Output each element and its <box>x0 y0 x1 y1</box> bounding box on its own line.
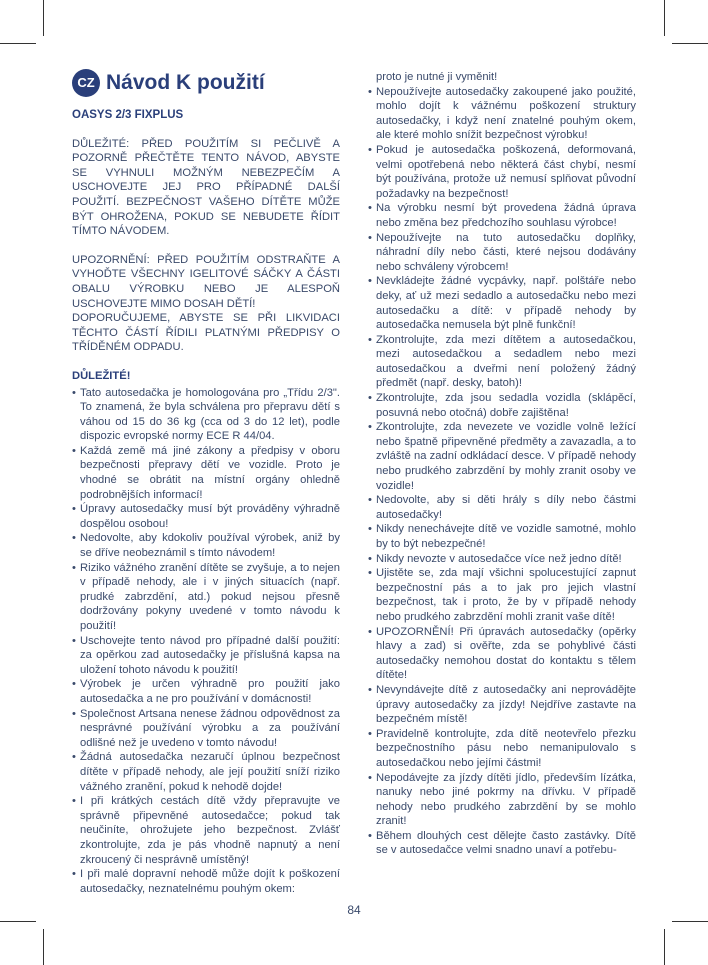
list-item: • Nikdy nevozte v autosedačce více než jedno dítě! <box>368 552 636 567</box>
list-item: • Nepoužívejte autosedačky zakoupené jako použité, mohlo dojít k vážnému poškození struktury autosedačky, i když není znatelné pouhým okem, ale které mohlo snížit bezpečnost výrobku! <box>368 85 636 143</box>
list-item: • Uschovejte tento návod pro případné další použití: za opěrkou zad autosedačky je příslušná kapsa na uložení tohoto návodu k použití! <box>72 634 340 678</box>
page-title: Návod K použití <box>106 70 265 94</box>
right-bullet-list <box>368 85 636 858</box>
list-item: • Pravidelně kontrolujte, zda dítě neotevřelo přezku bezpečnostního pásu nebo nemanipulovalo s autosedačkou nebo jejími částmi! <box>368 727 636 771</box>
crop-mark <box>43 929 44 965</box>
intro-block <box>72 137 340 355</box>
list-item: • Zkontrolujte, zda mezi dítětem a autosedačkou, mezi autosedačkou a sedadlem nebo mezi autosedačkou a dveřmi není položený žádný předmět (např. desky, batoh)! <box>368 333 636 391</box>
model-name: OASYS 2/3 FIXPLUS <box>72 109 184 121</box>
list-item: • Nepodávejte za jízdy dítěti jídlo, především lízátka, nanuky nebo jiné pokrmy na dřívku. V případě nehody nebo prudkého zabrzdění by se mohlo zranit! <box>368 771 636 829</box>
continued-text: proto je nutné ji vyměnit! <box>376 71 498 83</box>
list-item: • Ujistěte se, zda mají všichni spolucestující zapnut bezpečnostní pás a to jak pro jejich vlastní bezpečnost, tak i proto, že by v případě nehody nebo prudkého zabrzdění mohli zranit vaše dítě! <box>368 566 636 624</box>
list-item: • Nikdy nenechávejte dítě ve vozidle samotné, mohlo by to být nebezpečné! <box>368 522 636 551</box>
list-item: • Žádná autosedačka nezaručí úplnou bezpečnost dítěte v případě nehody, ale její použití sníží riziko vážného zranění, pokud k nehodě dojde! <box>72 750 340 794</box>
list-item: • Na výrobku nesmí být provedena žádná úprava nebo změna bez předchozího souhlasu výrobce! <box>368 201 636 230</box>
list-item: • Nedovolte, aby kdokoliv používal výrobek, aniž by se dříve neobeznámil s tímto návodem! <box>72 531 340 560</box>
list-item: • Riziko vážného zranění dítěte se zvyšuje, a to nejen v případě nehody, ale i v jiných situacích (např. prudké zabrzdění, atd.) pokud nejsou přesně dodržovány pokyny uvedené v tomto návodu k použití! <box>72 561 340 634</box>
crop-mark <box>672 921 708 922</box>
section-heading: DŮLEŽITÉ! <box>72 369 131 382</box>
list-item: • UPOZORNĚNÍ! Při úpravách autosedačky (opěrky hlavy a zad) si ověřte, zda se pohyblivé části autosedačky nemohou dostat do kontaktu s tělem dítěte! <box>368 625 636 683</box>
left-bullet-list <box>72 386 340 897</box>
list-item: • I při malé dopravní nehodě může dojít k poškození autosedačky, neznatelnému pouhým okem: <box>72 867 340 896</box>
crop-mark <box>43 0 44 36</box>
list-item: • Výrobek je určen výhradně pro použití jako autosedačka a ne pro používání v domácnosti! <box>72 677 340 706</box>
list-item: • Pokud je autosedačka poškozená, deformovaná, velmi opotřebená nebo některá část chybí, nesmí být používána, protože už nemusí splňovat původní požadavky na bezpečnost! <box>368 143 636 201</box>
list-item: • Společnost Artsana nenese žádnou odpovědnost za nesprávné používání výrobku a za používání odlišné než je uvedeno v tomto návodu! <box>72 707 340 751</box>
list-item: • I při krátkých cestách dítě vždy přepravujte ve správně připevněné autosedačce; pokud tak neučiníte, ohrožujete jeho bezpečnost. Zvlášť zkontrolujte, zda je pás vhodně napnutý a není zkroucený či nesprávně umístěný! <box>72 794 340 867</box>
warning-text: UPOZORNĚNÍ: PŘED POUŽITÍM ODSTRAŇTE A VYHOĎTE VŠECHNY IGELITOVÉ SÁČKY A ČÁSTI OBALU VÝROBKU NEBO JE ALESPOŇ USCHOVEJTE MIMO DOSAH DĚTÍ! <box>72 253 340 310</box>
recommendation-text: DOPORUČUJEME, ABYSTE SE PŘI LIKVIDACI TĚCHTO ČÁSTÍ ŘÍDILI PLATNÝMI PŘEDPISY O TŘÍDĚNÉM ODPADU. <box>72 312 340 354</box>
list-item: • Nepoužívejte na tuto autosedačku doplňky, náhradní díly nebo části, které nejsou dodávány nebo schváleny výrobcem! <box>368 231 636 275</box>
list-item: • Tato autosedačka je homologována pro „Třídu 2/3". To znamená, že byla schválena pro přepravu dětí s váhou od 15 do 36 kg (cca od 3 do 12 let), podle dispozic evropské normy ECE R 44/04. <box>72 386 340 444</box>
right-column <box>368 70 636 858</box>
page-number: 84 <box>347 903 361 917</box>
list-item: • Během dlouhých cest dělejte často zastávky. Dítě se v autosedačce velmi snadno unaví a potřebu- <box>368 829 636 858</box>
crop-mark <box>664 0 665 36</box>
crop-mark <box>672 43 708 44</box>
list-item: • Úpravy autosedačky musí být prováděny výhradně dospělou osobou! <box>72 502 340 531</box>
list-item: • Každá země má jiné zákony a předpisy v oboru bezpečnosti přepravy dětí ve vozidle. Proto je vhodné se obrátit na místní orgány ohledně podrobnějších informací! <box>72 444 340 502</box>
list-item: • Zkontrolujte, zda nevezete ve vozidle volně ležící nebo špatně připevněné předměty a zavazadla, a to zvláště na zadní odkládací desce. V případě nehody nebo prudkého zabrzdění by mohly zranit osoby ve vozidle! <box>368 420 636 493</box>
page-header <box>72 70 340 96</box>
crop-mark <box>664 929 665 965</box>
left-column <box>72 70 340 896</box>
list-item: • Nedovolte, aby si děti hrály s díly nebo částmi autosedačky! <box>368 493 636 522</box>
language-badge: CZ <box>72 69 100 97</box>
crop-mark <box>0 43 36 44</box>
list-item: • Nevkládejte žádné vycpávky, např. polštáře nebo deky, ať už mezi sedadlo a autosedačku nebo mezi autosedačku a dítě: v případě nehody by autosedačka nemusela být plně funkční! <box>368 274 636 332</box>
important-notice: DŮLEŽITÉ: PŘED POUŽITÍM SI PEČLIVĚ A POZORNĚ PŘEČTĚTE TENTO NÁVOD, ABYSTE SE VYHNULI MOŽNÝM NEBEZPEČÍM A USCHOVEJTE JEJ PRO PŘÍPADNÉ DALŠÍ POUŽITÍ. BEZPEČNOST VAŠEHO DÍTĚTE MŮŽE BÝT OHROŽENA, POKUD SE NEBUDETE ŘÍDIT TÍMTO NÁVODEM. <box>72 137 340 238</box>
crop-mark <box>0 921 36 922</box>
list-item: • Nevyndávejte dítě z autosedačky ani neprovádějte úpravy autosedačky za jízdy! Nejdříve zastavte na bezpečném místě! <box>368 683 636 727</box>
list-item: • Zkontrolujte, zda jsou sedadla vozidla (sklápěcí, posuvná nebo otočná) dobře zajištěna! <box>368 391 636 420</box>
